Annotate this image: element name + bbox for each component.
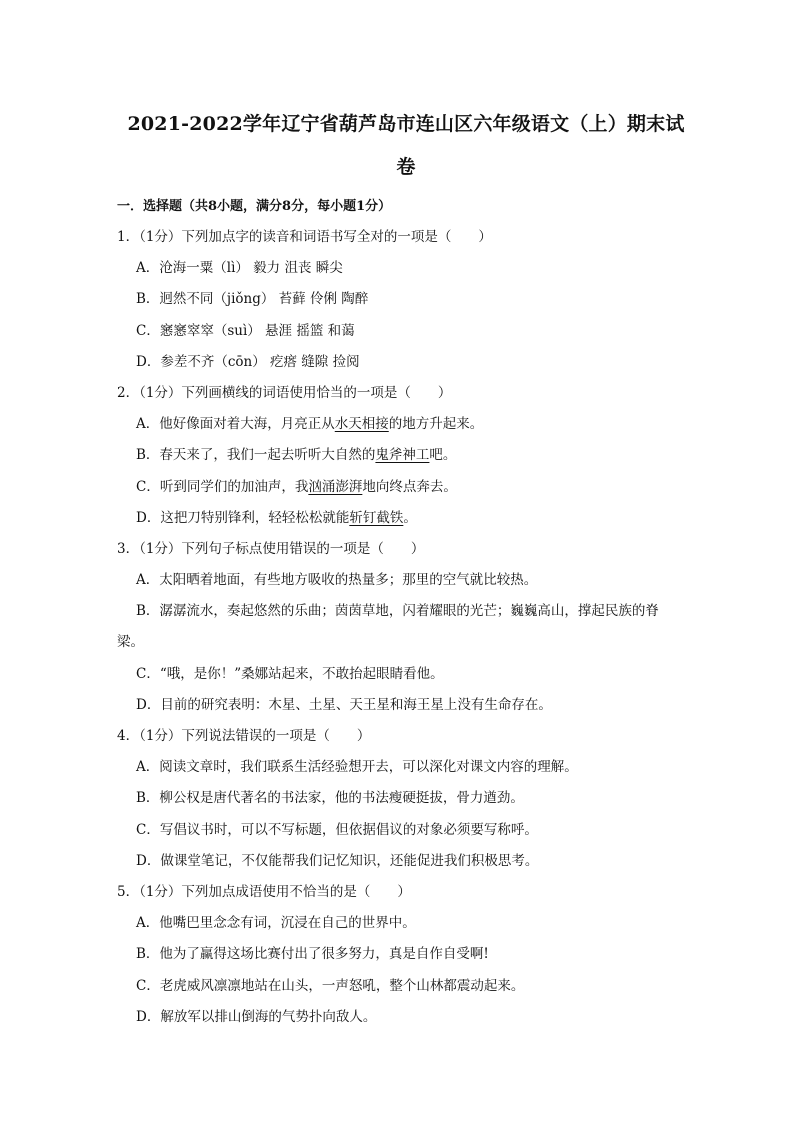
option-text: D．这把刀特别锋利，轻轻松松就能 — [136, 509, 350, 526]
option-c: C．窸窸窣窣（suì） 悬涯 摇篮 和蔼 — [136, 322, 355, 339]
option-text: B．潺潺流水，奏起悠然的乐曲；茵茵草地，闪着耀眼的光芒；巍巍高山，撑起民族的脊 — [136, 603, 659, 620]
option-c — [117, 472, 698, 503]
question-3 — [117, 534, 698, 721]
question-2 — [117, 378, 698, 534]
option-b — [117, 440, 698, 471]
underlined-phrase: 鬼斧神工 — [375, 447, 430, 464]
option-b: B．迥然不同（jiǒng） 苔藓 伶俐 陶醉 — [136, 291, 369, 308]
option-c: C．写倡议书时，可以不写标题，但依据倡议的对象必须要写称呼。 — [136, 821, 538, 838]
option-a: A．太阳晒着地面，有些地方吸收的热量多；那里的空气就比较热。 — [136, 572, 538, 589]
question-stem: 4．（1分）下列说法错误的一项是（ ） — [117, 728, 371, 745]
question-stem: 1．（1分）下列加点字的读音和词语书写全对的一项是（ ） — [117, 229, 492, 245]
question-4 — [117, 721, 698, 877]
option-b: B．柳公权是唐代著名的书法家，他的书法瘦硬挺拔，骨力遒劲。 — [136, 790, 524, 807]
option-b — [117, 596, 698, 658]
option-text: 地向终点奔去。 — [362, 478, 457, 495]
question-list — [117, 222, 698, 1033]
underlined-phrase: 斩钉截铁 — [349, 509, 404, 526]
underlined-phrase: 水天相接 — [334, 416, 389, 433]
option-text: 的地方升起来。 — [388, 416, 484, 433]
option-text: 吧。 — [429, 447, 457, 464]
option-c: C．“哦，是你！”桑娜站起来，不敢抬起眼睛看他。 — [136, 665, 444, 682]
option-b: B．他为了赢得这场比赛付出了很多努力，真是自作自受啊! — [136, 946, 489, 963]
exam-title — [114, 103, 698, 189]
option-text-continued: 梁。 — [117, 634, 144, 651]
question-stem: 5．（1分）下列加点成语使用不恰当的是（ ） — [117, 883, 411, 900]
option-a: A．沧海一粟（lì） 毅力 沮丧 瞬尖 — [136, 260, 343, 277]
question-stem: 3．（1分）下列句子标点使用错误的一项是（ ） — [117, 540, 425, 557]
option-a: A．阅读文章时，我们联系生活经验想开去，可以深化对课文内容的理解。 — [136, 759, 578, 776]
question-stem: 2．（1分）下列画横线的词语使用恰当的一项是（ ） — [117, 384, 452, 401]
option-d: D．目前的研究表明：木星、土星、天王星和海王星上没有生命存在。 — [136, 696, 552, 713]
title-line-2: 卷 — [396, 156, 416, 178]
option-c: C．老虎威风凛凛地站在山头，一声怒吼，整个山林都震动起来。 — [136, 977, 525, 994]
section-heading: 一．选择题（共8小题，满分8分，每小题1分） — [117, 199, 392, 214]
question-5 — [117, 877, 698, 1033]
option-text: B．春天来了，我们一起去听听大自然的 — [136, 447, 376, 464]
option-d: D．参差不齐（cōn） 疙瘩 缝隙 捡阅 — [136, 353, 360, 370]
option-a — [117, 409, 698, 440]
option-d: D．解放军以排山倒海的气势扑向敌人。 — [136, 1008, 377, 1025]
option-a: A．他嘴巴里念念有词，沉浸在自己的世界中。 — [136, 915, 416, 932]
option-d — [117, 503, 698, 534]
option-d: D．做课堂笔记，不仅能帮我们记忆知识，还能促进我们积极思考。 — [136, 852, 539, 869]
option-text: C．听到同学们的加油声，我 — [136, 478, 309, 495]
option-text: 。 — [403, 509, 417, 526]
question-1 — [117, 222, 698, 378]
option-text: A．他好像面对着大海，月亮正从 — [136, 416, 335, 433]
underlined-phrase: 汹涌澎湃 — [308, 478, 363, 495]
title-line-1: 2021-2022学年辽宁省葫芦岛市连山区六年级语文（上）期末试 — [127, 113, 685, 135]
